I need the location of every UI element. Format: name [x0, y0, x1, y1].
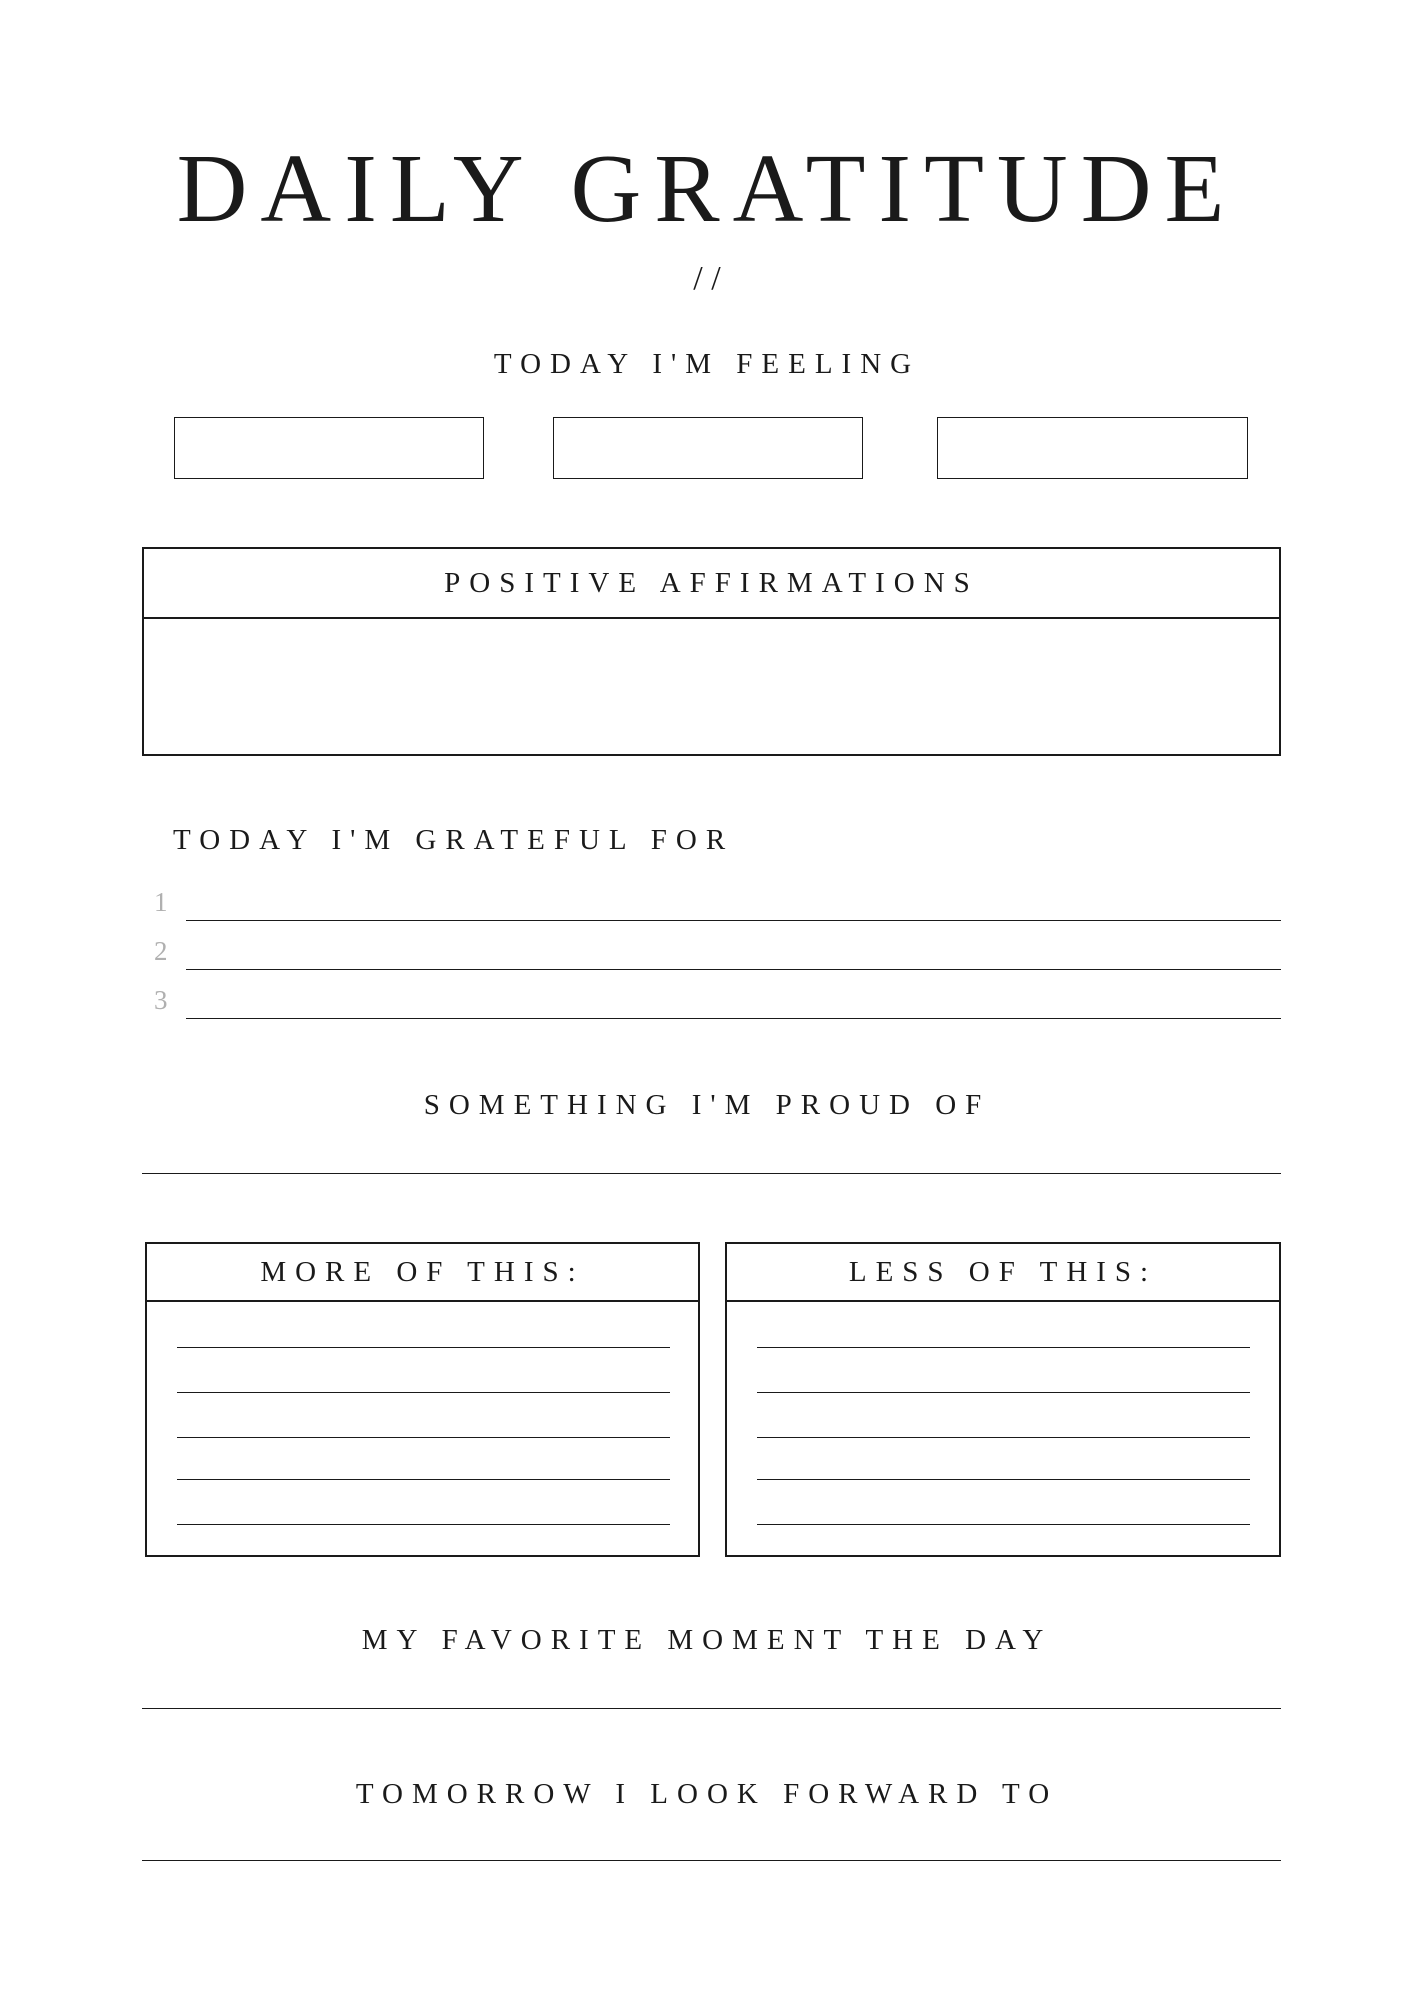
favorite-line[interactable] — [142, 1708, 1281, 1709]
less-line-5[interactable] — [757, 1524, 1250, 1525]
feeling-box-1[interactable] — [174, 417, 484, 479]
more-heading: MORE OF THIS: — [260, 1255, 585, 1288]
tomorrow-line[interactable] — [142, 1860, 1281, 1861]
date-field[interactable]: / / — [693, 260, 721, 297]
affirmations-field[interactable] — [144, 619, 1279, 754]
feeling-box-3[interactable] — [937, 417, 1248, 479]
less-line-4[interactable] — [757, 1479, 1250, 1480]
proud-line[interactable] — [142, 1173, 1281, 1174]
more-line-5[interactable] — [177, 1524, 670, 1525]
grateful-line-2[interactable] — [186, 969, 1281, 970]
grateful-line-1[interactable] — [186, 920, 1281, 921]
grateful-number-3: 3 — [154, 985, 168, 1015]
tomorrow-heading: TOMORROW I LOOK FORWARD TO — [355, 1778, 1059, 1810]
grateful-number-1: 1 — [154, 887, 168, 917]
affirmations-panel — [142, 547, 1281, 756]
more-line-3[interactable] — [177, 1437, 670, 1438]
less-panel — [725, 1242, 1281, 1557]
affirmations-header — [144, 549, 1279, 619]
more-line-2[interactable] — [177, 1392, 670, 1393]
proud-heading: SOMETHING I'M PROUD OF — [423, 1089, 991, 1121]
less-line-1[interactable] — [757, 1347, 1250, 1348]
feeling-box-2[interactable] — [553, 417, 863, 479]
grateful-line-3[interactable] — [186, 1018, 1281, 1019]
favorite-heading: MY FAVORITE MOMENT THE DAY — [361, 1624, 1053, 1656]
feeling-heading: TODAY I'M FEELING — [493, 348, 921, 380]
grateful-heading: TODAY I'M GRATEFUL FOR — [173, 824, 735, 856]
less-heading: LESS OF THIS: — [848, 1255, 1158, 1288]
more-line-4[interactable] — [177, 1479, 670, 1480]
grateful-number-2: 2 — [154, 936, 168, 966]
more-header — [147, 1244, 698, 1302]
less-line-2[interactable] — [757, 1392, 1250, 1393]
more-panel — [145, 1242, 700, 1557]
less-header — [727, 1244, 1279, 1302]
more-line-1[interactable] — [177, 1347, 670, 1348]
less-line-3[interactable] — [757, 1437, 1250, 1438]
page-title: DAILY GRATITUDE — [176, 135, 1238, 243]
affirmations-heading: POSITIVE AFFIRMATIONS — [444, 566, 979, 599]
